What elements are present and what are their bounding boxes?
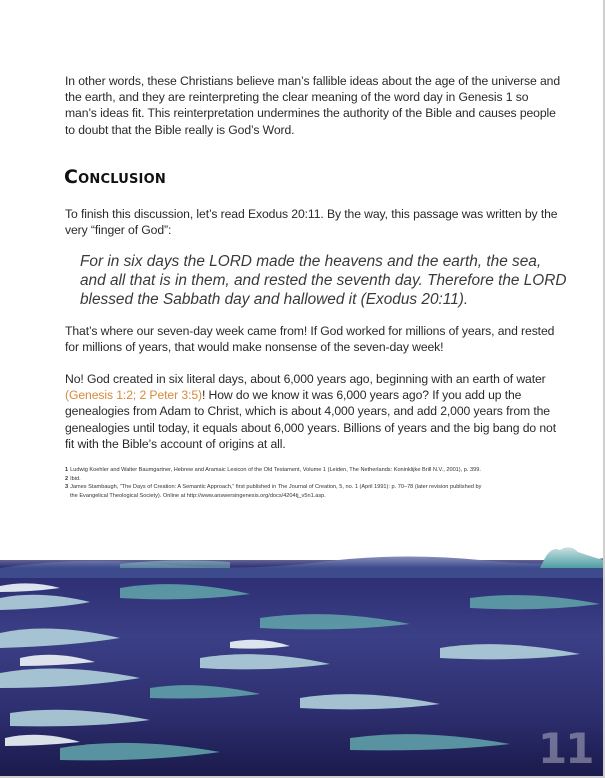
paragraph-4-text-b: ! How do we know it was 6,000 years ago? If you add up the genealogies from Adam to Christ, which is about 4,000 years, and add 2,000 years from the genealogies until today, it equals about 6,000 years. Billions of years and the big bang do not fit with the Bible’s account of origins at all. [65,388,556,451]
body-paragraph-2: To finish this discussion, let’s read Exodus 20:11. By the way, this passage was written by the very “finger of God”: [65,207,558,238]
footnotes [65,466,570,500]
paragraph-4-text-a: No! God created in six literal days, about 6,000 years ago, beginning with an earth of water [65,372,546,386]
body-paragraph-4 [65,371,560,452]
section-heading: Conclusion [64,166,166,188]
page-number: 11 [538,724,593,773]
ocean-illustration [0,538,603,776]
footnote-1: 1 Ludwig Koehler and Walter Baumgartner, Hebrew and Aramaic Lexicon of the Old Testament, Volume 1 (Leiden, The Netherlands: Koninklijke Brill N.V., 2001), p. 399. [65,467,481,473]
footnote-3: 3 James Stambaugh, “The Days of Creation: A Semantic Approach,” first published in The Journal of Creation, 5, no. 1 (April 1991): p. 70–78 (later revision published by the Evangelical Theological Society). Online at http://www.answersingenesis.org/docs/4204tj_v5n1.asp. [65,484,482,499]
footnote-2: 2 Ibid. [65,475,81,482]
scripture-reference: (Genesis 1:2; 2 Peter 3:5) [65,388,202,403]
scripture-quote: For in six days the LORD made the heavens and the earth, the sea, and all that is in them, and rested the seventh day. Therefore the LORD blessed the Sabbath day and hallowed it (Exodus 20:11). [80,253,567,309]
body-paragraph-1: In other words, these Christians believe man’s fallible ideas about the age of the universe and the earth, and they are reinterpreting the clear meaning of the word day in Genesis 1 so man’s ideas fit. This reinterpretation undermines the authority of the Bible and causes people to doubt that the Bible really is God’s Word. [65,74,561,137]
body-paragraph-3: That’s where our seven-day week came from! If God worked for millions of years, and rested for millions of years, that would make nonsense of the seven-day week! [65,324,555,355]
